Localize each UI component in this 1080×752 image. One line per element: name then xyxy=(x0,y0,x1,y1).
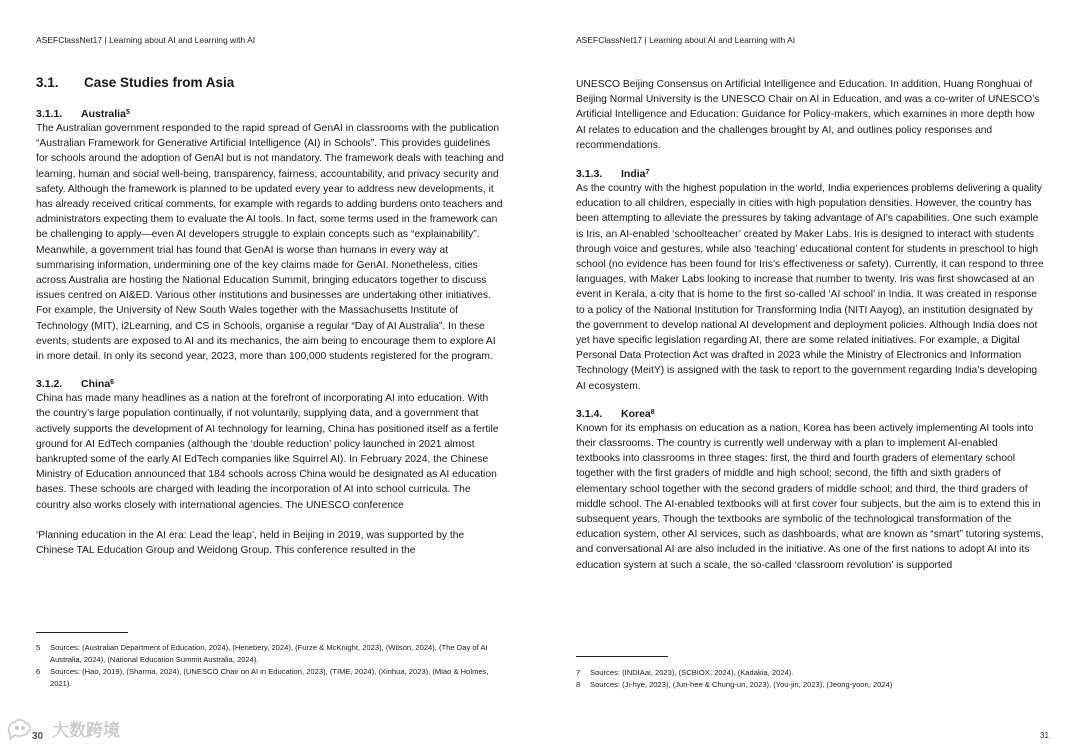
subsection-title: China xyxy=(81,378,111,391)
china-paragraph: China has made many headlines as a nation at the forefront of incorporating AI into education. With the country’s large population continually, if not voluntarily, supplying data, and a government that actively supports the development of AI technology for learning, China has positioned itself as a fertile ground for AI EdTech companies (although the ‘double reduction’ policy launched in 2021 almost bankrupted some of the early AI EdTech companies like Squirrel AI). In February 2024, the Chinese Ministry of Education announced that 184 schools across China would be designated as AI education bases. These schools are charged with leading the incorporation of AI into school curricula. The country also works closely with international agencies. The UNESCO conference xyxy=(36,393,499,511)
watermark-logo-icon xyxy=(6,718,32,740)
page-right xyxy=(540,0,1080,752)
footnote-ref[interactable]: 7 xyxy=(645,169,650,177)
footnote xyxy=(576,679,1046,691)
footnote-number: 6 xyxy=(36,667,41,676)
section-title: Case Studies from Asia xyxy=(84,74,235,90)
china-paragraph-continued: ‘Planning education in the AI era: Lead the leap’, held in Beijing in 2019, was supported by the Chinese TAL Education Group and Weidong Group. This conference resulted in the xyxy=(36,529,465,557)
footnotes-right xyxy=(576,667,1046,691)
subsection-heading-australia xyxy=(36,104,504,120)
intro-paragraph: UNESCO Beijing Consensus on Artificial Intelligence and Education. In addition, Huang Ronghuai of Beijing Normal University is the UNESCO Chair on AI in Education, and was a co-writer of UNESCO’s Artificial Intelligence and Education: Guidance for Policy-makers, which examines in more depth how AI relates to education and the challenges brought by AI, and outlines policy responses and recommendations. xyxy=(576,79,1040,151)
subsection-heading-india xyxy=(576,164,1044,180)
footnote-divider xyxy=(36,632,128,633)
subsection-number: 3.1.3. xyxy=(576,168,603,181)
footnote-ref[interactable]: 5 xyxy=(125,109,130,116)
subsection-heading-korea xyxy=(576,404,1044,420)
australia-paragraph: The Australian government responded to the rapid spread of GenAI in classrooms with the publication “Australian Framework for Generative Artificial Intelligence (AI) in Schools”. This provides guidelines for schools around the adoption of GenAI but is not mandatory. The framework deals with teaching and learning, human and social well-being, transparency, fairness, accountability, and privacy security and safety. Although the framework is planned to be updated every year to address new developments, it has already received critical comments, for example with regards to adding burdens onto teachers and administrators expecting them to evaluate the AI tools. In fact, some terms used in the framework can be challenging to apply—even AI developers struggle to explain concepts such as “explainability”. Meanwhile, a government trial has found that GenAI is worse than humans in every way at summarising information, undermining one of the key claims made for GenAI. Nonetheless, cities across Australia are hosting the National Education Summit, bringing educators together to discuss issues centred on AI&ED. Various other institutions and businesses are undertaking other initiatives. For example, the University of New South Wales together with the Massachusetts Institute of Technology (MIT), i2Learning, and CS in Schools, organise a regular “Day of AI Australia”. In these events, students are exposed to AI and its mechanics, the aim being to encourage them to explore AI in more detail. In only its second year, 2023, more than 100,000 students registered for the program. xyxy=(36,123,504,363)
subsection-title: Australia xyxy=(81,108,126,120)
footnote-text: Sources: (INDIAai, 2023), (SCBIOX, 2024), (Kadakia, 2024). xyxy=(590,668,794,677)
footnote xyxy=(576,667,1046,679)
footnote-number: 7 xyxy=(576,668,581,677)
footnote-text: Sources: (Hao, 2019), (Sharma, 2024), (UNESCO Chair on AI in Education, 2023), (TIME, 2024), (Xinhua, 2023), (Miao & Holmes, 2021). xyxy=(50,667,489,688)
right-column xyxy=(576,77,1044,573)
footnotes-left xyxy=(36,642,506,690)
footnote-divider xyxy=(576,656,668,657)
subsection-number: 3.1.4. xyxy=(576,407,603,420)
subsection-heading-china xyxy=(36,374,504,390)
running-header: ASEFClassNet17 | Learning about AI and Learning with AI xyxy=(576,35,796,45)
footnote-text: Sources: (Australian Department of Education, 2024), (Henebery, 2024), (Furze & McKnight, 2023), (Wilson, 2024), (The Day of AI Australia, 2024), (National Education Summit Australia, 2024). xyxy=(50,643,488,664)
footnote-number: 8 xyxy=(576,680,581,689)
subsection-number: 3.1.2. xyxy=(36,378,63,391)
footnote xyxy=(36,666,506,690)
footnote-text: Sources: (Ji-hye, 2023), (Jun-hee & Chung-un, 2023), (You-jin, 2023), (Jeong-yoon, 2024) xyxy=(590,680,893,689)
page-number: 30 xyxy=(32,731,44,742)
watermark-text: 大数跨境 xyxy=(52,721,120,740)
watermark xyxy=(6,716,120,741)
left-column xyxy=(36,72,504,558)
running-header: ASEFClassNet17 | Learning about AI and Learning with AI xyxy=(36,35,256,45)
subsection-title: India xyxy=(621,168,646,181)
india-paragraph: As the country with the highest population in the world, India experiences problems delivering a quality education to all children, especially in cities with high population densities. However, the country has been attempting to alleviate the pressures by taking advantage of AI’s capabilities. One such example is Iris, an AI-enabled ‘schoolteacher’ created by Maker Labs. Iris is designed to interact with students through voice and gestures, while also ‘teaching’ educational content for students in preschool to high school (no evidence has been found for Iris’s effectiveness or safety). Currently, it can respond to three languages, with Maker Labs looking to increase that number to twenty. Iris was first showcased at an event in Kerala, a city that is home to the first so-called ‘AI school’ in India. It was created in response to a policy of the National Institution for Transforming India (NITI Aayog), an institution designated by the government to develop national AI development and deployment policies. Although India does not yet have specific legislation regarding AI, there are some related initiatives. For example, a Digital Personal Data Protection Act was drafted in 2023 while the Ministry of Electronics and Information Technology (MeitY) is assigned with the task to report to the government regarding India’s developing AI ecosystem. xyxy=(576,183,1044,392)
footnote xyxy=(36,642,506,666)
footnote-ref[interactable]: 8 xyxy=(650,408,655,416)
subsection-title: Korea xyxy=(621,407,651,420)
footnote-number: 5 xyxy=(36,643,41,652)
subsection-number: 3.1.1. xyxy=(36,108,63,120)
section-number: 3.1. xyxy=(36,74,59,90)
korea-paragraph: Known for its emphasis on education as a nation, Korea has been actively implementing AI tools into their classrooms. The country is currently well underway with a plan to implement AI-enabled textbooks into classrooms in three stages: first, the third and fourth graders of elementary school together with the first graders of middle and high school; second, the fifth and sixth graders of elementary school together with the second graders of middle school; and third, the third graders of middle school. The AI-enabled textbooks will at first cover four subjects, but the aim is to extend this in subsequent years. Though the textbooks are symbolic of the technological transformation of the education system, other AI services, such as dashboards, what are known as “smart” tutoring systems, and conversational AI are also included in the initiative. As one of the first nations to adopt AI into its education system at such a scale, the so-called ‘classroom revolution’ is supported xyxy=(576,422,1044,571)
section-heading xyxy=(36,72,504,92)
footnote-ref[interactable]: 6 xyxy=(110,379,115,387)
page-number: 31 xyxy=(1040,731,1049,740)
